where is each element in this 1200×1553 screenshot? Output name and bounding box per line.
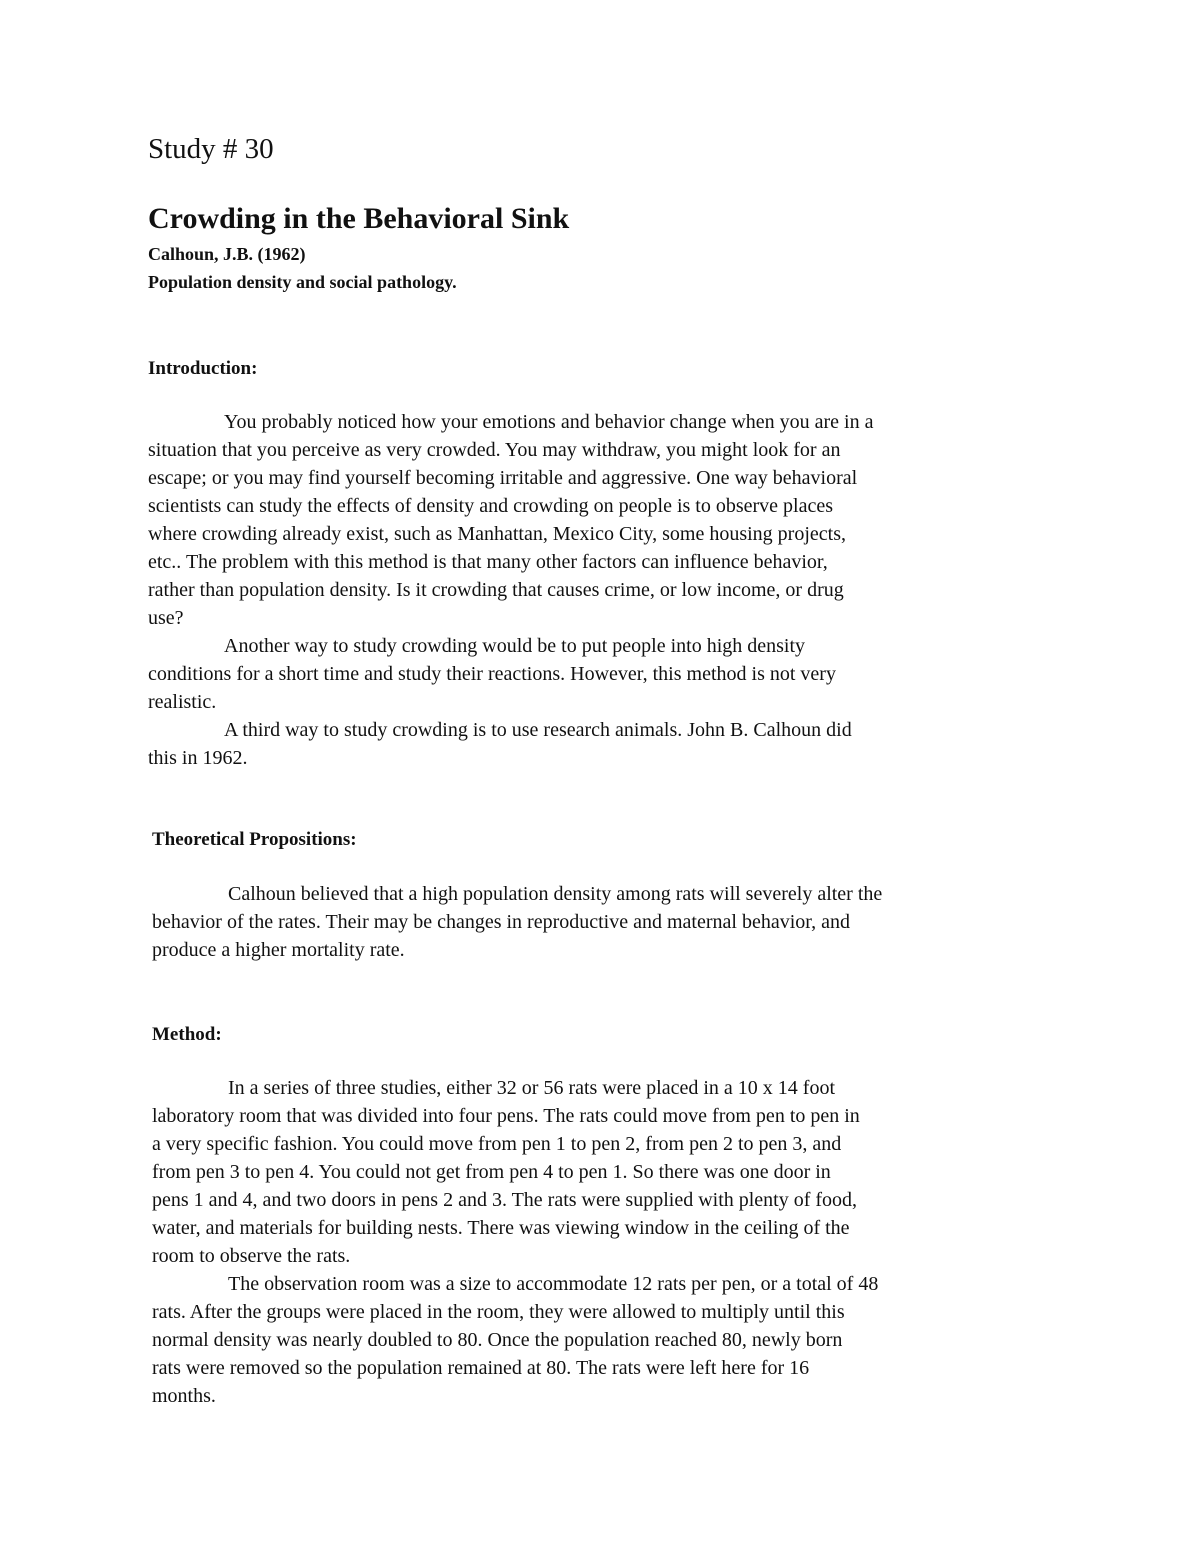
theoretical-propositions-line: behavior of the rates. Their may be changes in reproductive and maternal behavior, and (152, 911, 850, 933)
document-title: Crowding in the Behavioral Sink (148, 202, 570, 235)
method-line: The observation room was a size to accommodate 12 rats per pen, or a total of 48 (228, 1273, 879, 1295)
method-line: a very specific fashion. You could move from pen 1 to pen 2, from pen 2 to pen 3, and (152, 1133, 842, 1155)
introduction-line: realistic. (148, 691, 217, 713)
introduction-line: use? (148, 607, 184, 629)
introduction-body (148, 408, 996, 772)
introduction-line: this in 1962. (148, 747, 248, 769)
introduction-line: where crowding already exist, such as Manhattan, Mexico City, some housing projects, (148, 523, 846, 545)
introduction-line: scientists can study the effects of density and crowding on people is to observe places (148, 495, 834, 517)
introduction-line: conditions for a short time and study their reactions. However, this method is not very (148, 663, 836, 685)
introduction-line: You probably noticed how your emotions and behavior change when you are in a (224, 411, 874, 433)
citation-title: Population density and social pathology. (148, 272, 457, 292)
method-line: laboratory room that was divided into four pens. The rats could move from pen to pen in (152, 1105, 860, 1127)
introduction-line: situation that you perceive as very crowded. You may withdraw, you might look for an (148, 439, 841, 461)
introduction-line: A third way to study crowding is to use research animals. John B. Calhoun did (224, 719, 852, 741)
introduction-heading: Introduction: (148, 358, 258, 379)
introduction-line: escape; or you may find yourself becoming irritable and aggressive. One way behavioral (148, 467, 858, 489)
introduction-line: Another way to study crowding would be to put people into high density (224, 635, 806, 657)
method-line: months. (152, 1385, 216, 1407)
theoretical-propositions-heading: Theoretical Propositions: (152, 829, 357, 850)
study-number: Study # 30 (148, 133, 274, 165)
introduction-line: rather than population density. Is it crowding that causes crime, or low income, or drug (148, 579, 844, 601)
method-line: pens 1 and 4, and two doors in pens 2 and 3. The rats were supplied with plenty of food, (152, 1189, 858, 1211)
method-line: normal density was nearly doubled to 80. Once the population reached 80, newly born (152, 1329, 843, 1351)
method-line: rats were removed so the population remained at 80. The rats were left here for 16 (152, 1357, 810, 1379)
theoretical-propositions-body (152, 880, 1000, 964)
citation-author: Calhoun, J.B. (1962) (148, 244, 306, 264)
method-heading: Method: (152, 1024, 222, 1045)
introduction-line: etc.. The problem with this method is that many other factors can influence behavior, (148, 551, 828, 573)
method-line: room to observe the rats. (152, 1245, 351, 1267)
method-body (152, 1074, 1004, 1410)
theoretical-propositions-line: Calhoun believed that a high population density among rats will severely alter the (228, 883, 883, 905)
method-line: In a series of three studies, either 32 or 56 rats were placed in a 10 x 14 foot (228, 1077, 836, 1099)
method-line: water, and materials for building nests. There was viewing window in the ceiling of the (152, 1217, 850, 1239)
method-line: from pen 3 to pen 4. You could not get from pen 4 to pen 1. So there was one door in (152, 1161, 831, 1183)
method-line: rats. After the groups were placed in the room, they were allowed to multiply until this (152, 1301, 845, 1323)
theoretical-propositions-line: produce a higher mortality rate. (152, 939, 405, 961)
